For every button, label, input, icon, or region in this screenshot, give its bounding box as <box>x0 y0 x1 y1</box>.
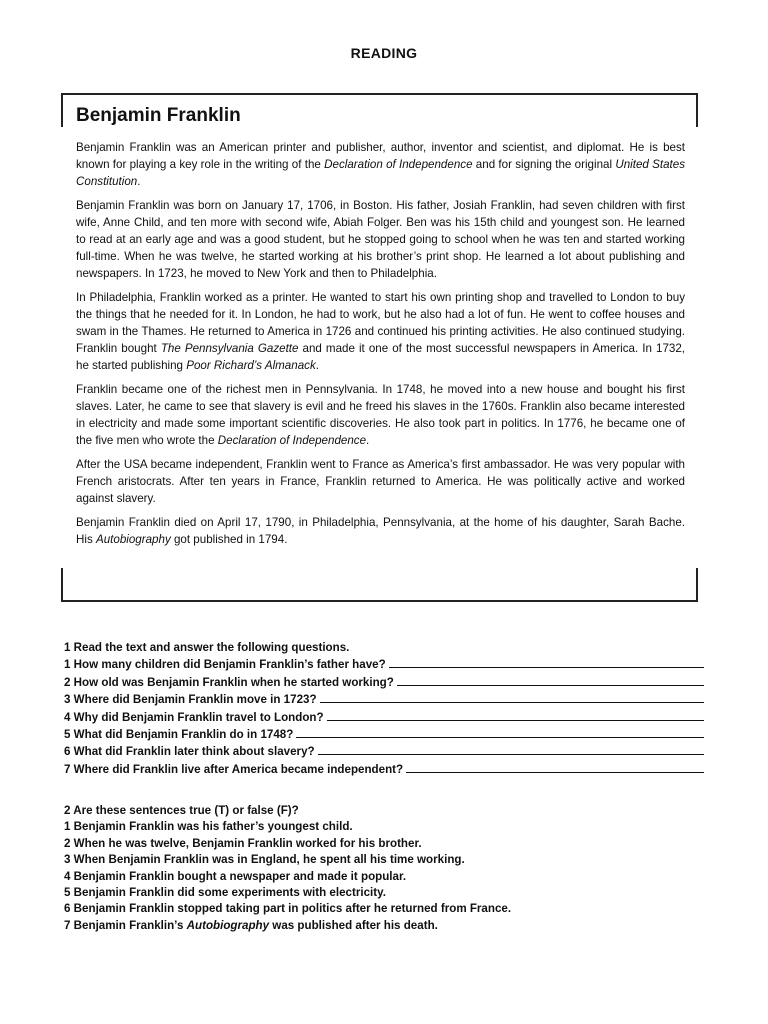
answer-line[interactable] <box>406 761 704 773</box>
box-corner-top-right <box>696 93 698 127</box>
box-top-border <box>61 93 698 95</box>
statement-7: 7 Benjamin Franklin’s Autobiography was published after his death. <box>64 918 438 932</box>
question-6: 6 What did Franklin later think about slavery? <box>64 743 704 760</box>
article-body <box>76 139 685 555</box>
question-7: 7 Where did Franklin live after America became independent? <box>64 761 704 778</box>
answer-line[interactable] <box>318 743 704 755</box>
paragraph-2: Benjamin Franklin was born on January 17, 1706, in Boston. His father, Josiah Franklin, had seven children with first wife, Anne Child, and ten more with second wife, Abiah Folger. Ben was his 15th child and youngest son. He learned to read at an early age and was a good student, but he stopped going to school when he was ten and started working full-time. When he was twelve, he started working at his brother’s print shop. He learned a lot about publishing and newspapers. In 1723, he moved to New York and then to Philadelphia. <box>76 199 685 280</box>
answer-line[interactable] <box>296 726 704 738</box>
reading-text-box <box>61 93 698 602</box>
paragraph-3: In Philadelphia, Franklin worked as a printer. He wanted to start his own printing shop and travelled to London to buy the things that he needed for it. In London, he had to work, but he also had a lot of fun. He went to coffee houses and swam in the Thames. He returned to America in 1726 and continued his printing activities. He also continued studying. Franklin bought The Pennsylvania Gazette and made it one of the most successful newspapers in America. In 1732, he started publishing Poor Richard’s Almanack. <box>76 291 686 372</box>
paragraph-1: Benjamin Franklin was an American printer and publisher, author, inventor and scientist, and diplomat. He is best known for playing a key role in the writing of the Declaration of Independence and for signing the original United States Constitution. <box>76 141 685 188</box>
paragraph-5: After the USA became independent, Franklin went to France as America’s first ambassador. He was very popular with French aristocrats. After ten years in France, Franklin returned to America. He was politically active and worked against slavery. <box>76 458 685 505</box>
answer-line[interactable] <box>389 656 704 668</box>
exercise-2 <box>64 803 704 934</box>
box-corner-bottom-right <box>696 568 698 602</box>
statement-1: 1 Benjamin Franklin was his father’s youngest child. <box>64 820 353 834</box>
exercise-1-instruction: 1 Read the text and answer the following questions. <box>64 641 350 654</box>
exercise-2-instruction: 2 Are these sentences true (T) or false (F)? <box>64 804 299 817</box>
statement-5: 5 Benjamin Franklin did some experiments with electricity. <box>64 886 386 900</box>
statement-3: 3 When Benjamin Franklin was in England, he spent all his time working. <box>64 853 465 867</box>
paragraph-6: Benjamin Franklin died on April 17, 1790, in Philadelphia, Pennsylvania, at the home of his daughter, Sarah Bache. His Autobiography got published in 1794. <box>76 516 685 546</box>
statement-4: 4 Benjamin Franklin bought a newspaper and made it popular. <box>64 869 407 883</box>
exercise-1 <box>64 640 704 778</box>
answer-line[interactable] <box>327 709 704 721</box>
statement-2: 2 When he was twelve, Benjamin Franklin worked for his brother. <box>64 836 422 850</box>
question-2: 2 How old was Benjamin Franklin when he started working? <box>64 674 704 691</box>
question-4: 4 Why did Benjamin Franklin travel to London? <box>64 709 704 726</box>
question-1: 1 How many children did Benjamin Franklin’s father have? <box>64 656 704 673</box>
statement-6: 6 Benjamin Franklin stopped taking part in politics after he returned from France. <box>64 902 512 916</box>
question-5: 5 What did Benjamin Franklin do in 1748? <box>64 726 704 743</box>
page-heading: READING <box>350 45 418 61</box>
box-corner-bottom-left <box>61 568 63 602</box>
article-title: Benjamin Franklin <box>76 105 241 126</box>
box-corner-top-left <box>61 93 63 127</box>
answer-line[interactable] <box>397 674 704 686</box>
question-3: 3 Where did Benjamin Franklin move in 1723? <box>64 691 704 708</box>
paragraph-4: Franklin became one of the richest men in Pennsylvania. In 1748, he moved into a new house and bought his first slaves. Later, he came to see that slavery is evil and he freed his slaves in the 1760s. Franklin also became interested in electricity and made some important scientific discoveries. He also took part in politics. In 1776, he became one of the five men who wrote the Declaration of Independence. <box>76 383 685 447</box>
box-bottom-border <box>61 600 698 602</box>
answer-line[interactable] <box>320 691 704 703</box>
